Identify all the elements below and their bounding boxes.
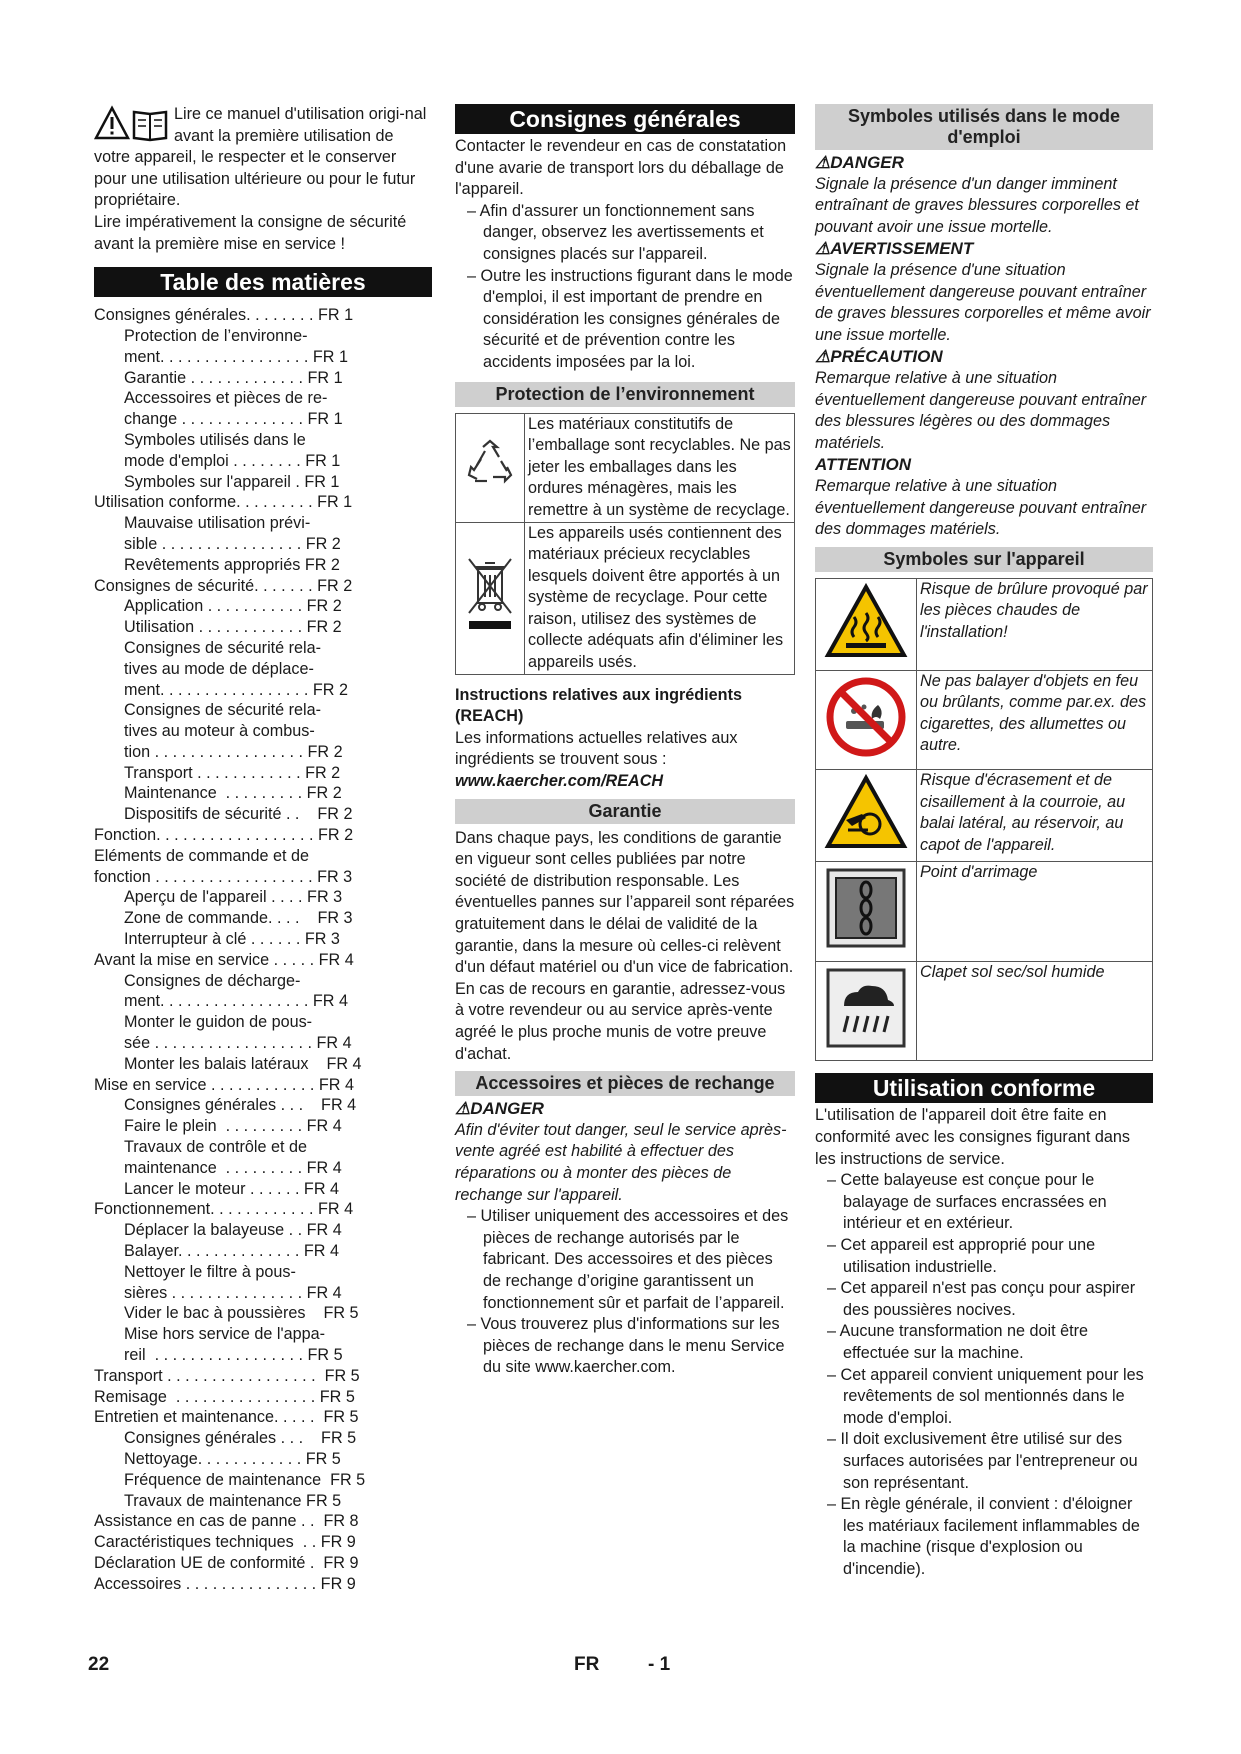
warranty-title: Garantie: [455, 799, 795, 824]
footer-subpage: - 1: [648, 1654, 671, 1675]
toc-item[interactable]: Revêtements appropriés FR 2: [124, 555, 340, 574]
toc-item[interactable]: sée . . . . . . . . . . . . . . . . . . FR 4: [124, 1034, 352, 1053]
toc-item[interactable]: Aperçu de l'appareil . . . . FR 3: [124, 888, 343, 907]
toc-item[interactable]: Avant la mise en service . . . . . FR 4: [94, 950, 354, 969]
warning-triangle-icon: ⚠: [815, 347, 831, 367]
wet-dry-icon: [824, 966, 908, 1050]
toc-item[interactable]: Zone de commande. . . . FR 3: [124, 909, 353, 928]
toc-item[interactable]: Fonction. . . . . . . . . . . . . . . . . . FR 2: [94, 826, 354, 845]
toc-item[interactable]: Mauvaise utilisation prévi-: [124, 514, 311, 533]
toc-item[interactable]: Transport . . . . . . . . . . . . . . . . . FR 5: [94, 1366, 360, 1385]
general-paragraph: Contacter le revendeur en cas de constatation d'une avarie de transport lors du déballage de l'appareil.: [455, 137, 787, 199]
symbols-device-title: Symboles sur l'appareil: [815, 547, 1153, 572]
intended-use-bullet: – En règle générale, il convient : d'éloigner les matériaux facilement inflammables de la machine (risque d'explosion ou d'incendie).: [827, 1495, 1140, 1578]
toc-item[interactable]: Eléments de commande et de: [94, 846, 310, 865]
toc-item[interactable]: Consignes de décharge-: [124, 971, 301, 990]
toc-item[interactable]: Protection de l’environne-: [124, 326, 308, 345]
toc-item[interactable]: Balayer. . . . . . . . . . . . . . FR 4: [124, 1242, 339, 1261]
toc-item[interactable]: Symboles utilisés dans le: [124, 430, 306, 449]
intended-use-bullet: – Aucune transformation ne doit être effectuée sur la machine.: [827, 1322, 1088, 1362]
symbol-text: Ne pas balayer d'objets en feu ou brûlants, comme par.ex. des cigarettes, des allumettes ou autre.: [917, 670, 1153, 770]
toc-item[interactable]: mode d'emploi . . . . . . . . FR 1: [124, 451, 341, 470]
weee-icon-cell: [456, 522, 525, 674]
symbol-label: [815, 152, 1153, 174]
toc-item[interactable]: Application . . . . . . . . . . . FR 2: [124, 597, 342, 616]
table-of-contents: [94, 305, 432, 1594]
table-row: [456, 522, 795, 674]
symbol-text: Clapet sol sec/sol humide: [917, 961, 1153, 1061]
toc-item[interactable]: ment. . . . . . . . . . . . . . . . . FR 4: [124, 992, 348, 1011]
intended-use-bullet: – Cette balayeuse est conçue pour le balayage de surfaces encrassées en intérieur et en extérieur.: [827, 1171, 1107, 1233]
intended-use-list: [815, 1170, 1153, 1580]
middle-column: [455, 104, 795, 1379]
intended-use-bullet: – Cet appareil n'est pas conçu pour aspirer des poussières nocives.: [827, 1279, 1136, 1319]
environment-title: Protection de l’environnement: [455, 382, 795, 407]
symbols-manual-list: [815, 152, 1153, 541]
environment-table: [455, 413, 795, 675]
toc-item[interactable]: Consignes de sécurité rela-: [124, 701, 322, 720]
toc-item[interactable]: tives au moteur à combus-: [124, 722, 315, 741]
toc-item[interactable]: Maintenance . . . . . . . . . FR 2: [124, 784, 342, 803]
toc-item[interactable]: Dispositifs de sécurité . . FR 2: [124, 805, 353, 824]
crush-hand-icon: [824, 774, 908, 850]
toc-item[interactable]: Nettoyage. . . . . . . . . . . . FR 5: [124, 1449, 341, 1468]
symbol-text: Risque d'écrasement et de cisaillement à la courroie, au balai latéral, au réservoir, au capot de l'appareil.: [917, 770, 1153, 862]
symbol-description: Signale la présence d'une situation éventuellement dangereuse pouvant entraîner de graves blessures corporelles et même avoir une issue mortelle.: [815, 260, 1151, 344]
crossed-bin-icon: [463, 555, 517, 635]
general-bullet: – Afin d'assurer un fonctionnement sans danger, observez les avertissements et consignes placés sur l'appareil.: [467, 201, 764, 263]
symbol-description: Remarque relative à une situation éventuellement dangereuse pouvant entraîner des blessures légères ou des dommages matériels.: [815, 368, 1147, 452]
accessories-danger-text: Afin d'éviter tout danger, seul le service après-vente agréé est habilité à effectuer des réparations ou à monter des pièces de rechange sur l'appareil.: [455, 1120, 787, 1204]
intended-use-bullet: – Cet appareil convient uniquement pour les revêtements de sol mentionnés dans le mode d'emploi.: [827, 1365, 1144, 1427]
symbols-manual-title: Symboles utilisés dans le mode d'emploi: [815, 104, 1153, 150]
environment-devices-text: Les appareils usés contiennent des matériaux précieux recyclables lesquels doivent être apportés à un système de recyclage. Pour cette raison, utilisez des systèmes de collecte adéquats afin d'éliminer les appareils usés.: [525, 522, 795, 674]
toc-item[interactable]: tives au mode de déplace-: [124, 659, 314, 678]
accessories-danger-label: [455, 1098, 795, 1120]
warning-triangle-icon: ⚠: [815, 239, 831, 259]
toc-item[interactable]: reil . . . . . . . . . . . . . . . . . FR 5: [124, 1346, 343, 1364]
symbol-icon-cell: [816, 961, 917, 1061]
reach-title: Instructions relatives aux ingrédients (REACH): [455, 685, 742, 726]
symbol-icon-cell: [816, 670, 917, 770]
toc-item[interactable]: Monter le guidon de pous-: [124, 1013, 313, 1032]
symbol-label: [815, 346, 1153, 368]
left-column: [94, 104, 432, 1595]
warning-manual-icon: [94, 104, 170, 144]
symbols-device-table: [815, 578, 1153, 1062]
general-bullet: – Outre les instructions figurant dans le mode d'emploi, il est important de prendre en considération les consignes générales de sécurité et de prévention contre les accidents imposées par la loi.: [467, 266, 793, 371]
intro-text: Lire ce manuel d'utilisation origi-nal avant la première utilisation de votre appareil, le respecter et le conserver pour une utilisation ultérieure ou pour le futur propriétaire.: [94, 105, 427, 210]
toc-item[interactable]: Nettoyer le filtre à pous-: [124, 1262, 296, 1281]
intended-use-bullet: – Cet appareil est approprié pour une utilisation industrielle.: [827, 1236, 1096, 1276]
toc-item[interactable]: Interrupteur à clé . . . . . . FR 3: [124, 930, 340, 949]
toc-item[interactable]: fonction . . . . . . . . . . . . . . . . . . FR 3: [94, 867, 353, 886]
toc-item[interactable]: Fonctionnement. . . . . . . . . . . . FR 4: [94, 1200, 354, 1219]
symbol-label: [815, 238, 1153, 260]
table-row: [816, 862, 1153, 962]
symbol-icon-cell: [816, 770, 917, 862]
symbol-description: Remarque relative à une situation éventuellement dangereuse pouvant entraîner des dommages matériels.: [815, 476, 1147, 539]
warning-triangle-icon: ⚠: [815, 153, 831, 172]
table-row: [816, 578, 1153, 670]
symbol-icon-cell: [816, 862, 917, 962]
toc-item[interactable]: Mise hors service de l'appa-: [124, 1325, 326, 1344]
symbol-icon-cell: [816, 578, 917, 670]
intended-use-bullet: – Il doit exclusivement être utilisé sur des surfaces autorisées par l'entrepreneur ou son représentant.: [827, 1430, 1138, 1492]
toc-item[interactable]: Vider le bac à poussières FR 5: [124, 1304, 359, 1323]
toc-item[interactable]: ment. . . . . . . . . . . . . . . . . FR 1: [124, 347, 348, 366]
toc-item[interactable]: ment. . . . . . . . . . . . . . . . . FR 2: [124, 680, 348, 699]
symbol-label-text: ATTENTION: [815, 455, 912, 475]
table-row: [456, 413, 795, 522]
toc-item[interactable]: Accessoires . . . . . . . . . . . . . . . FR 9: [94, 1574, 356, 1593]
toc-item[interactable]: Travaux de maintenance FR 5: [124, 1491, 342, 1510]
symbol-description: Signale la présence d'un danger imminent entraînant de graves blessures corporelles et pouvant avoir une issue mortelle.: [815, 174, 1139, 236]
footer-lang: FR: [574, 1654, 600, 1675]
toc-item[interactable]: Consignes générales . . . FR 5: [124, 1429, 357, 1448]
toc-item[interactable]: change . . . . . . . . . . . . . . FR 1: [124, 410, 343, 429]
intended-use-title: Utilisation conforme: [815, 1073, 1153, 1103]
accessories-bullet: – Vous trouverez plus d'informations sur les pièces de rechange dans le menu Service du site www.kaercher.com.: [467, 1315, 785, 1377]
page-number: 22: [88, 1654, 110, 1675]
recycle-icon: [463, 437, 517, 491]
toc-item[interactable]: Transport . . . . . . . . . . . . FR 2: [124, 763, 341, 782]
warning-triangle-icon: ⚠: [455, 1099, 471, 1119]
chain-icon: [824, 866, 908, 950]
symbol-label-text: PRÉCAUTION: [830, 347, 943, 367]
toc-item[interactable]: Consignes de sécurité rela-: [124, 638, 322, 657]
intro-safety-text: Lire impérativement la consigne de sécurité avant la première mise en service !: [94, 212, 407, 253]
accessories-bullet: – Utiliser uniquement des accessoires et des pièces de rechange autorisés par le fabricant. Des accessoires et des pièces de rechange d’origine garantissent un fonctionnement sûr et parfait de l’appareil.: [467, 1207, 789, 1312]
accessories-title: Accessoires et pièces de rechange: [455, 1071, 795, 1096]
reach-text: Les informations actuelles relatives aux ingrédients se trouvent sous :: [455, 728, 738, 769]
toc-item[interactable]: Mise en service . . . . . . . . . . . . FR 4: [94, 1075, 354, 1094]
toc-item[interactable]: Caractéristiques techniques . . FR 9: [94, 1533, 356, 1552]
right-column: [815, 104, 1153, 1581]
symbol-text: Point d'arrimage: [917, 862, 1153, 962]
toc-item[interactable]: Consignes générales. . . . . . . . FR 1: [94, 306, 354, 325]
toc-item[interactable]: Consignes de sécurité. . . . . . . FR 2: [94, 576, 353, 595]
toc-item[interactable]: Utilisation . . . . . . . . . . . . FR 2: [124, 618, 342, 637]
toc-item[interactable]: Travaux de contrôle et de: [124, 1138, 307, 1157]
warranty-text: Dans chaque pays, les conditions de garantie en vigueur sont celles publiées par notre société de distribution responsable. Les éventuelles pannes sur l’appareil sont réparées gratuitement dans le délai de validité de la garantie, dans la mesure où celles-ci relèvent d'un défaut matériel ou d'un vice de fabrication. En cas de recours en garantie, adressez-vous à votre revendeur ou au service après-vente agréé le plus proche munis de votre preuve d'achat.: [455, 828, 795, 1063]
toc-item[interactable]: Déclaration UE de conformité . FR 9: [94, 1553, 359, 1572]
general-title: Consignes générales: [455, 104, 795, 134]
toc-item[interactable]: sières . . . . . . . . . . . . . . . FR 4: [124, 1283, 342, 1302]
toc-item[interactable]: tion . . . . . . . . . . . . . . . . . FR 2: [124, 742, 343, 761]
toc-item[interactable]: Garantie . . . . . . . . . . . . . FR 1: [124, 368, 343, 387]
table-row: [816, 770, 1153, 862]
toc-item[interactable]: Entretien et maintenance. . . . . FR 5: [94, 1408, 359, 1427]
toc-item[interactable]: Déplacer la balayeuse . . FR 4: [124, 1221, 342, 1240]
intended-use-paragraph: L'utilisation de l'appareil doit être faite en conformité avec les consignes figurant dans les instructions de service.: [815, 1106, 1130, 1168]
toc-item[interactable]: Fréquence de maintenance FR 5: [124, 1470, 366, 1489]
toc-item[interactable]: Symboles sur l'appareil . FR 1: [124, 472, 340, 491]
recycle-icon-cell: [456, 413, 525, 522]
toc-item[interactable]: Assistance en cas de panne . . FR 8: [94, 1512, 359, 1531]
danger-label-text: DANGER: [470, 1099, 544, 1119]
table-row: [816, 961, 1153, 1061]
symbol-label-text: DANGER: [830, 153, 904, 172]
symbol-label-text: AVERTISSEMENT: [830, 239, 974, 259]
reach-link[interactable]: www.kaercher.com/REACH: [455, 772, 664, 791]
symbol-text: Risque de brûlure provoqué par les pièces chaudes de l'installation!: [917, 578, 1153, 670]
table-row: [816, 670, 1153, 770]
toc-item[interactable]: Utilisation conforme. . . . . . . . . FR 1: [94, 493, 353, 512]
no-burning-objects-icon: [824, 675, 908, 759]
toc-title: Table des matières: [94, 267, 432, 297]
toc-item[interactable]: Monter les balais latéraux FR 4: [124, 1054, 362, 1073]
toc-item[interactable]: Lancer le moteur . . . . . . FR 4: [124, 1179, 340, 1198]
toc-item[interactable]: Faire le plein . . . . . . . . . FR 4: [124, 1117, 342, 1136]
toc-item[interactable]: Accessoires et pièces de re-: [124, 389, 328, 408]
hot-surface-icon: [824, 583, 908, 659]
environment-packaging-text: Les matériaux constitutifs de l’emballage sont recyclables. Ne pas jeter les emballages dans les ordures ménagères, mais les remettre à un système de recyclage.: [525, 413, 795, 522]
intro-block: [94, 104, 432, 255]
symbol-label: [815, 454, 1153, 476]
toc-item[interactable]: maintenance . . . . . . . . . FR 4: [124, 1158, 342, 1177]
toc-item[interactable]: Remisage . . . . . . . . . . . . . . . . FR 5: [94, 1387, 355, 1406]
toc-item[interactable]: sible . . . . . . . . . . . . . . . . FR 2: [124, 534, 341, 553]
toc-item[interactable]: Consignes générales . . . FR 4: [124, 1096, 357, 1115]
